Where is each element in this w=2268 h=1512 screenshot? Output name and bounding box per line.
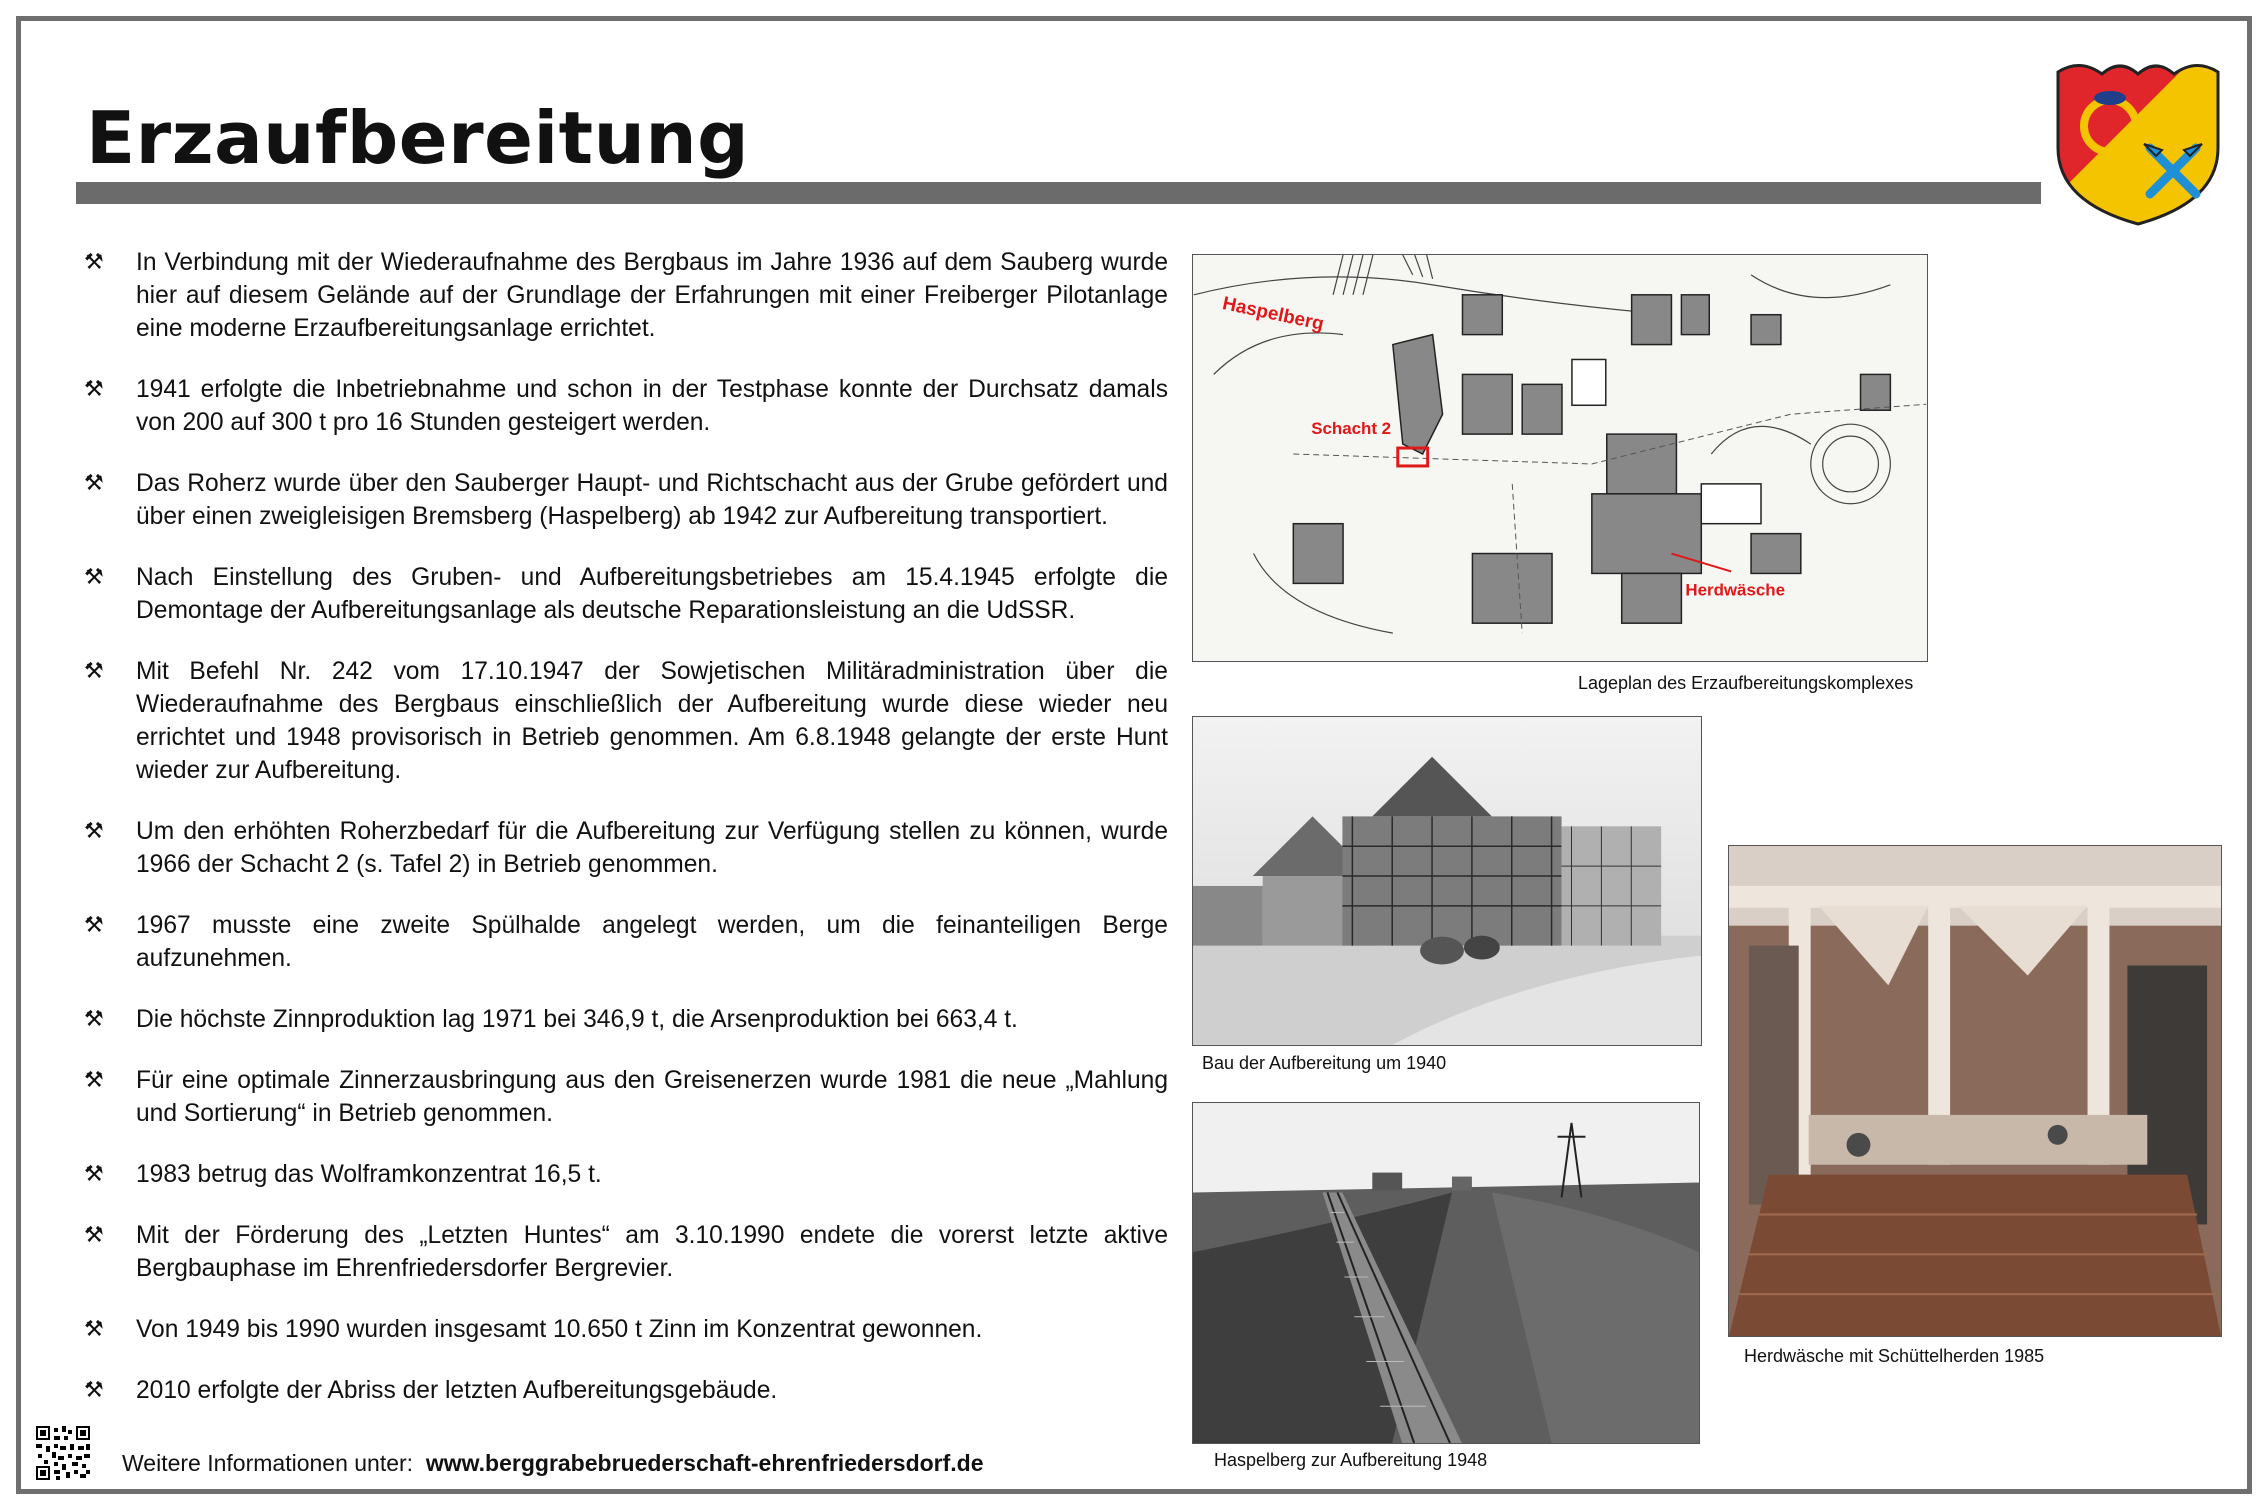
coat-of-arms-icon <box>2050 52 2226 228</box>
hammer-and-pick-icon: ⚒ <box>84 470 104 495</box>
hammer-and-pick-icon: ⚒ <box>84 818 104 843</box>
footer-info <box>122 1450 984 1477</box>
hammer-and-pick-icon: ⚒ <box>84 912 104 937</box>
incline-photo <box>1192 1102 1700 1444</box>
list-item-text: In Verbindung mit der Wiederaufnahme des Bergbaus im Jahre 1936 auf dem Sauberg wurde hier auf diesem Gelände auf der Grundlage der Erfahrungen mit einer Freiberger Pilotanlage eine moderne Erzaufbereitungsanlage errichtet. <box>136 249 1168 342</box>
list-item <box>80 909 1168 975</box>
list-item <box>80 1219 1168 1285</box>
title-rule <box>76 182 2041 204</box>
page-title: Erzaufbereitung <box>86 96 750 180</box>
site-plan-caption: Lageplan des Erzaufbereitungskomplexes <box>1578 673 1914 693</box>
list-item <box>80 246 1168 345</box>
site-plan-drawing <box>1193 255 1927 661</box>
incline-photo-caption: Haspelberg zur Aufbereitung 1948 <box>1214 1450 1488 1470</box>
list-item-text: Die höchste Zinnproduktion lag 1971 bei 346,9 t, die Arsenproduktion bei 663,4 t. <box>136 1006 1018 1033</box>
construction-photo <box>1192 716 1702 1046</box>
footer-prefix: Weitere Informationen unter: <box>122 1450 414 1476</box>
list-item <box>80 1158 1168 1191</box>
shaking-tables-caption: Herdwäsche mit Schüttelherden 1985 <box>1744 1346 2045 1366</box>
list-item <box>80 815 1168 881</box>
hammer-and-pick-icon: ⚒ <box>84 564 104 589</box>
list-item <box>80 1064 1168 1130</box>
list-item <box>80 1313 1168 1346</box>
list-item <box>80 561 1168 627</box>
list-item-text: 2010 erfolgte der Abriss der letzten Aufbereitungsgebäude. <box>136 1377 778 1404</box>
qr-code-icon[interactable] <box>34 1424 92 1482</box>
history-list <box>80 246 1168 1435</box>
list-item-text: 1983 betrug das Wolframkonzentrat 16,5 t. <box>136 1161 602 1188</box>
hammer-and-pick-icon: ⚒ <box>84 1067 104 1092</box>
list-item <box>80 373 1168 439</box>
list-item <box>80 655 1168 787</box>
list-item-text: Nach Einstellung des Gruben- und Aufbereitungsbetriebes am 15.4.1945 erfolgte die Demontage der Aufbereitungsanlage als deutsche Reparationsleistung an die UdSSR. <box>136 564 1168 624</box>
shaking-tables-photo <box>1728 845 2222 1337</box>
schacht2-label: Schacht 2 <box>1311 419 1392 439</box>
hammer-and-pick-icon: ⚒ <box>84 1006 104 1031</box>
list-item <box>80 1003 1168 1036</box>
list-item <box>80 467 1168 533</box>
list-item-text: 1941 erfolgte die Inbetriebnahme und schon in der Testphase konnte der Durchsatz damals von 200 auf 300 t pro 16 Stunden gesteigert werden. <box>136 376 1168 436</box>
hammer-and-pick-icon: ⚒ <box>84 1222 104 1247</box>
list-item-text: Um den erhöhten Roherzbedarf für die Aufbereitung zur Verfügung stellen zu können, wurde 1966 der Schacht 2 (s. Tafel 2) in Betrieb genommen. <box>136 818 1168 878</box>
hammer-and-pick-icon: ⚒ <box>84 376 104 401</box>
list-item-text: Das Roherz wurde über den Sauberger Haupt- und Richtschacht aus der Grube gefördert und über einen zweigleisigen Bremsberg (Haspelberg) ab 1942 zur Aufbereitung transportiert. <box>136 470 1168 530</box>
construction-photo-caption: Bau der Aufbereitung um 1940 <box>1202 1053 1447 1073</box>
hammer-and-pick-icon: ⚒ <box>84 1316 104 1341</box>
herdwaesche-label: Herdwäsche <box>1685 580 1785 600</box>
list-item <box>80 1374 1168 1407</box>
haspelberg-label: Haspelberg <box>1220 293 1326 336</box>
hammer-and-pick-icon: ⚒ <box>84 658 104 683</box>
list-item-text: Mit der Förderung des „Letzten Huntes“ am 3.10.1990 endete die vorerst letzte aktive Bergbauphase im Ehrenfriedersdorfer Bergrevier. <box>136 1222 1168 1282</box>
list-item-text: Für eine optimale Zinnerzausbringung aus den Greisenerzen wurde 1981 die neue „Mahlung und Sortierung“ in Betrieb genommen. <box>136 1067 1168 1127</box>
hammer-and-pick-icon: ⚒ <box>84 249 104 274</box>
list-item-text: Mit Befehl Nr. 242 vom 17.10.1947 der Sowjetischen Militäradministration über die Wiederaufnahme des Bergbaus einschließlich der Aufbereitung wurde diese wieder neu errichtet und 1948 provisorisch in Betrieb genommen. Am 6.8.1948 gelangte der erste Hunt wieder zur Aufbereitung. <box>136 658 1168 784</box>
footer-url-link[interactable]: www.berggrabebruederschaft-ehrenfriedersdorf.de <box>425 1450 984 1476</box>
list-item-text: Von 1949 bis 1990 wurden insgesamt 10.650 t Zinn im Konzentrat gewonnen. <box>136 1316 983 1343</box>
site-plan-figure <box>1192 254 1928 662</box>
hammer-and-pick-icon: ⚒ <box>84 1161 104 1186</box>
list-item-text: 1967 musste eine zweite Spülhalde angelegt werden, um die feinanteiligen Berge aufzunehmen. <box>136 912 1168 972</box>
hammer-and-pick-icon: ⚒ <box>84 1377 104 1402</box>
